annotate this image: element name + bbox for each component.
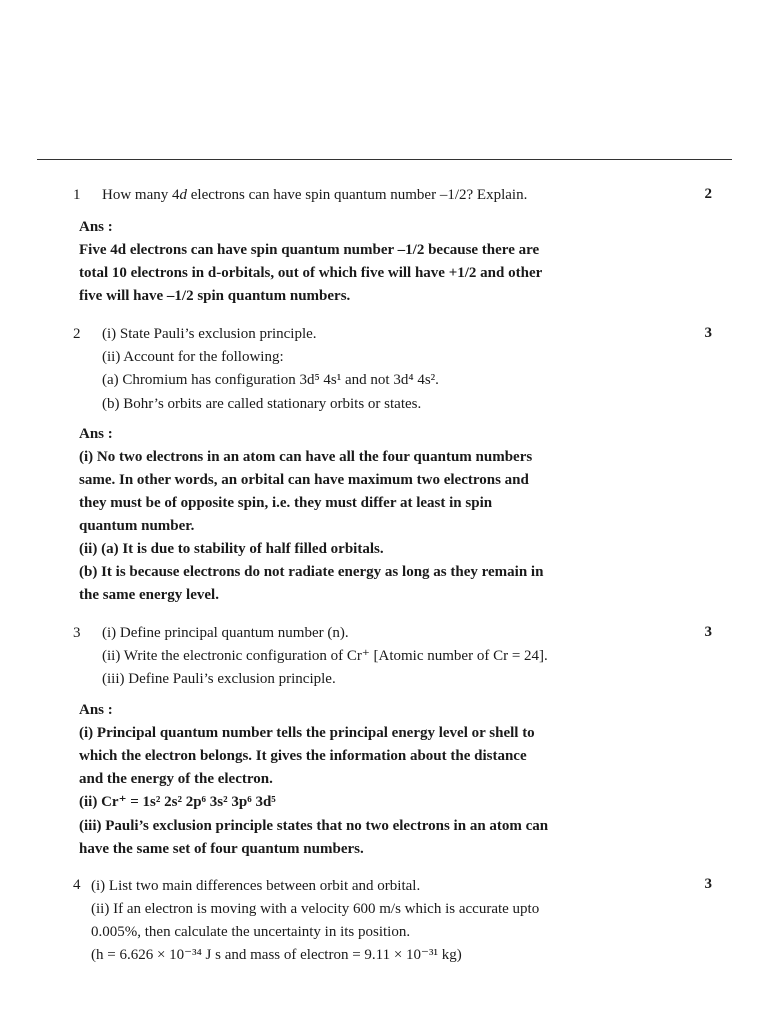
answer-2-line-7: the same energy level. [79,587,219,603]
question-3-line-3: (iii) Define Pauli’s exclusion principle. [102,671,336,687]
answer-1-line-3: five will have –1/2 spin quantum numbers. [79,288,351,304]
question-4-line-4: (h = 6.626 × 10⁻³⁴ J s and mass of electron = 9.11 × 10⁻³¹ kg) [91,947,462,963]
question-4-line-2: (ii) If an electron is moving with a velocity 600 m/s which is accurate upto [91,901,540,917]
answer-3-line-4: (ii) Cr⁺ = 1s² 2s² 2p⁶ 3s² 3p⁶ 3d⁵ [79,794,276,810]
answer-2-line-3: they must be of opposite spin, i.e. they must differ at least in spin [79,495,493,511]
question-1-number: 1 [73,187,81,203]
question-2-line-2: (ii) Account for the following: [102,349,284,365]
question-2-number: 2 [73,326,81,342]
question-1-marks: 2 [704,186,712,202]
answer-2-label: Ans : [79,426,113,442]
question-1-line-1: How many 4d electrons can have spin quantum number –1/2? Explain. [102,187,528,203]
answer-3-line-3: and the energy of the electron. [79,771,273,787]
question-3-marks: 3 [704,624,712,640]
answer-3-line-2: which the electron belongs. It gives the information about the distance [79,748,527,764]
answer-1-label: Ans : [79,219,113,235]
answer-3-line-5: (iii) Pauli’s exclusion principle states that no two electrons in an atom can [79,818,549,834]
answer-1-line-1: Five 4d electrons can have spin quantum number –1/2 because there are [79,242,540,258]
answer-2-line-2: same. In other words, an orbital can have maximum two electrons and [79,472,529,488]
question-2-line-3: (a) Chromium has configuration 3d⁵ 4s¹ and not 3d⁴ 4s². [102,372,439,388]
question-2-line-1: (i) State Pauli’s exclusion principle. [102,326,317,342]
answer-2-line-4: quantum number. [79,518,195,534]
question-4-line-3: 0.005%, then calculate the uncertainty in its position. [91,924,411,940]
question-2-marks: 3 [704,325,712,341]
question-3-line-2: (ii) Write the electronic configuration of Cr⁺ [Atomic number of Cr = 24]. [102,648,548,664]
answer-2-line-1: (i) No two electrons in an atom can have all the four quantum numbers [79,449,533,465]
answer-2-line-6: (b) It is because electrons do not radiate energy as long as they remain in [79,564,544,580]
question-2-line-4: (b) Bohr’s orbits are called stationary orbits or states. [102,396,422,412]
question-3-number: 3 [73,625,81,641]
answer-3-label: Ans : [79,702,113,718]
header-rule [37,159,732,160]
question-4-number: 4 [73,877,81,893]
question-4-line-1: (i) List two main differences between orbit and orbital. [91,878,421,894]
answer-1-line-2: total 10 electrons in d-orbitals, out of which five will have +1/2 and other [79,265,543,281]
question-4-marks: 3 [704,876,712,892]
answer-3-line-6: have the same set of four quantum numbers. [79,841,364,857]
answer-3-line-1: (i) Principal quantum number tells the principal energy level or shell to [79,725,535,741]
question-3-line-1: (i) Define principal quantum number (n). [102,625,349,641]
answer-2-line-5: (ii) (a) It is due to stability of half filled orbitals. [79,541,384,557]
